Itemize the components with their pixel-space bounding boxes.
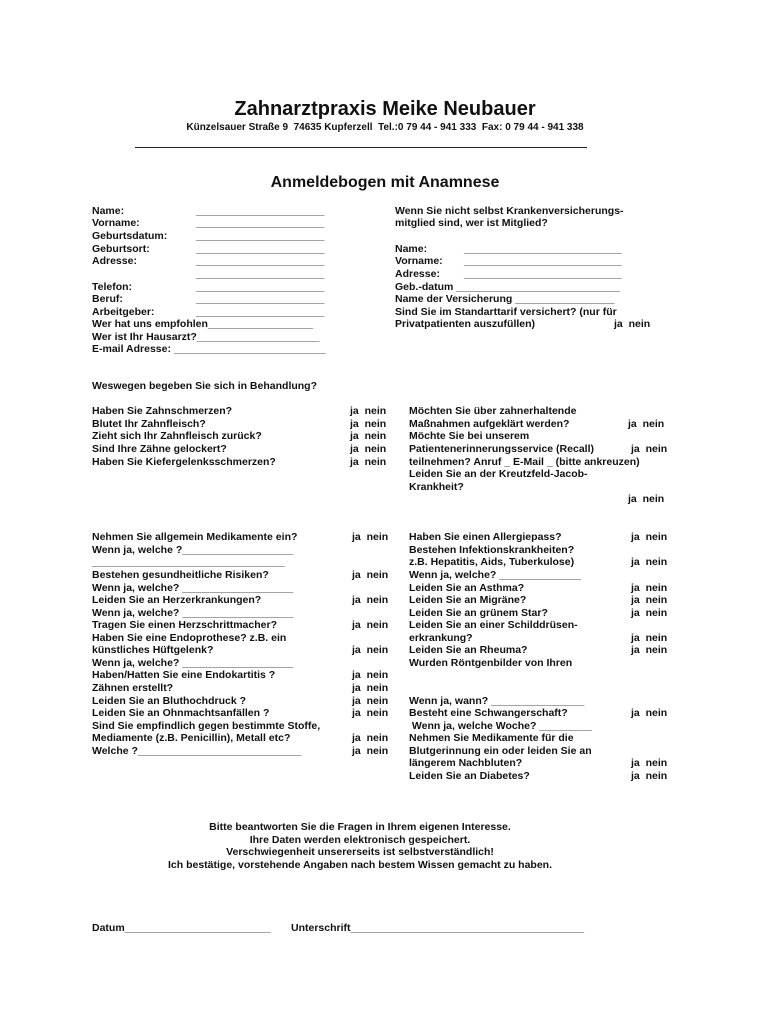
ja-nein-welche[interactable]: ja nein (352, 745, 389, 757)
ja-nein-zahnerhaltung[interactable]: ja nein (628, 418, 665, 430)
closing-line-3: Verschwiegenheit unsererseits ist selbstverständlich! (226, 846, 494, 858)
adresse-field-2[interactable]: ______________________ (196, 268, 325, 280)
ja-nein-asthma[interactable]: ja nein (631, 582, 668, 594)
closing-line-2: Ihre Daten werden elektronisch gespeichert. (249, 834, 471, 846)
q-schilddruese-1: Leiden Sie an einer Schilddrüsen- (409, 619, 578, 631)
q-endoprothese-1: Haben Sie eine Endoprothese? z.B. ein (92, 632, 287, 644)
label-empfohlen: Wer hat uns empfohlen__________________ (92, 318, 314, 330)
ja-nein-allergiepass[interactable]: ja nein (631, 531, 668, 543)
geburtsort-field[interactable]: ______________________ (196, 243, 325, 255)
adresse-field-1[interactable]: ______________________ (196, 255, 325, 267)
closing-line-1: Bitte beantworten Sie die Fragen in Ihrem eigenen Interesse. (209, 821, 511, 833)
label-telefon: Telefon: (92, 281, 133, 293)
ja-nein-zahnfleisch-rueckgang[interactable]: ja nein (350, 430, 387, 442)
insurance-intro-2: mitglied sind, wer ist Mitglied? (395, 217, 548, 229)
q-zahnfleisch-blutet: Blutet Ihr Zahnfleisch? (92, 418, 206, 430)
label-beruf: Beruf: (92, 293, 123, 305)
q-diabetes: Leiden Sie an Diabetes? (409, 770, 530, 782)
q-endoprothese-2: künstliches Hüftgelenk? (92, 644, 214, 656)
q-bluthochdruck: Leiden Sie an Bluthochdruck ? (92, 695, 247, 707)
q-schilddruese-2: erkrankung? (409, 632, 473, 644)
q-schwangerschaft: Besteht eine Schwangerschaft? (409, 707, 568, 719)
q-zahnschmerzen: Haben Sie Zahnschmerzen? (92, 405, 233, 417)
form-title: Anmeldebogen mit Anamnese (270, 174, 500, 191)
label-vorname: Vorname: (92, 217, 140, 229)
q-herz-welche: Wenn ja, welche? ___________________ (92, 607, 294, 619)
q-migraene: Leiden Sie an Migräne? (409, 594, 527, 606)
q-infektion-2: z.B. Hepatitis, Aids, Tuberkulose) (409, 556, 575, 568)
q-zahnfleisch-rueckgang: Zieht sich Ihr Zahnfleisch zurück? (92, 430, 262, 442)
ja-nein-blutgerinnung[interactable]: ja nein (631, 757, 668, 769)
ja-nein-diabetes[interactable]: ja nein (631, 770, 668, 782)
q-schwangerschaft-woche: Wenn ja, welche Woche? _________ (409, 720, 592, 732)
ins-label-adresse: Adresse: (395, 268, 440, 280)
insurance-intro-1: Wenn Sie nicht selbst Krankenversicherungs- (395, 205, 624, 217)
name-field[interactable]: ______________________ (196, 205, 325, 217)
q-medikamente-welche: Wenn ja, welche ?___________________ (92, 544, 294, 556)
q-infektion-1: Bestehen Infektionskrankheiten? (409, 544, 575, 556)
q-empfindlich-welche: Welche ?____________________________ (92, 745, 302, 757)
ja-nein-herzschrittmacher[interactable]: ja nein (352, 619, 389, 631)
q-asthma: Leiden Sie an Asthma? (409, 582, 525, 594)
ins-standard-2: Privatpatienten auszufüllen) (395, 318, 536, 330)
q-zahnerhaltung-2: Maßnahmen aufgeklärt werden? (409, 418, 570, 430)
ja-nein-infektion[interactable]: ja nein (631, 556, 668, 568)
ja-nein-zahnfleisch-blutet[interactable]: ja nein (350, 418, 387, 430)
q-endokartitis: Haben/Hatten Sie eine Endokartitis ? (92, 669, 276, 681)
ja-nein-endoprothese[interactable]: ja nein (352, 644, 389, 656)
ja-nein-migraene[interactable]: ja nein (631, 594, 668, 606)
q-blutgerinnung-3: längerem Nachbluten? (409, 757, 523, 769)
ja-nein-endokartitis[interactable]: ja nein (352, 669, 389, 681)
q-rheuma: Leiden Sie an Rheuma? (409, 644, 528, 656)
q-recall-3: teilnehmen? Anruf _ E-Mail _ (bitte ankreuzen) (409, 456, 640, 468)
q-kreutzfeld-2: Krankheit? (409, 481, 464, 493)
q-infektion-welche: Wenn ja, welche? ______________ (409, 569, 581, 581)
ins-label-name: Name: (395, 243, 428, 255)
ja-nein-schwangerschaft[interactable]: ja nein (631, 707, 668, 719)
q-empfindlich-1: Sind Sie empfindlich gegen bestimmte Stoffe, (92, 720, 321, 732)
ja-nein-zaehne-gelockert[interactable]: ja nein (350, 443, 387, 455)
ja-nein-kreutzfeld[interactable]: ja nein (628, 493, 665, 505)
q-kreutzfeld-1: Leiden Sie an der Kreutzfeld-Jacob- (409, 468, 588, 480)
ja-nein-herz[interactable]: ja nein (352, 594, 389, 606)
ja-nein-bluthochdruck[interactable]: ja nein (352, 695, 389, 707)
q-zaehne-erstellt: Zähnen erstellt? (92, 682, 174, 694)
ja-nein-recall[interactable]: ja nein (631, 443, 668, 455)
vorname-field[interactable]: ______________________ (196, 217, 325, 229)
ja-nein-schilddruese[interactable]: ja nein (631, 632, 668, 644)
telefon-field[interactable]: ______________________ (196, 281, 325, 293)
q-blutgerinnung-1: Nehmen Sie Medikamente für die (409, 732, 574, 744)
q-zahnerhaltung-1: Möchten Sie über zahnerhaltende (409, 405, 577, 417)
q-recall-1: Möchte Sie bei unserem (409, 430, 530, 442)
header-divider (135, 147, 587, 148)
ins-label-vorname: Vorname: (395, 255, 443, 267)
practice-address: Künzelsauer Straße 9 74635 Kupferzell Tel.:0 79 44 - 941 333 Fax: 0 79 44 - 941 338 (186, 122, 584, 133)
closing-line-4: Ich bestätige, vorstehende Angaben nach bestem Wissen gemacht zu haben. (167, 859, 553, 871)
label-arbeitgeber: Arbeitgeber: (92, 306, 155, 318)
q-herzerkrankungen: Leiden Sie an Herzerkrankungen? (92, 594, 262, 606)
ins-standard-ja-nein[interactable]: ja nein (614, 318, 651, 330)
ja-nein-medikamente[interactable]: ja nein (352, 531, 389, 543)
ja-nein-risiken[interactable]: ja nein (352, 569, 389, 581)
label-geburtsdatum: Geburtsdatum: (92, 230, 168, 242)
ins-vorname-field[interactable]: ___________________________ (464, 255, 622, 267)
q-gruener-star: Leiden Sie an grünem Star? (409, 607, 548, 619)
label-geburtsort: Geburtsort: (92, 243, 150, 255)
geburtsdatum-field[interactable]: ______________________ (196, 230, 325, 242)
ins-versicherung: Name der Versicherung _________________ (395, 293, 615, 305)
label-email: E-mail Adresse: __________________________ (92, 343, 326, 355)
ins-standard-1: Sind Sie im Standarttarif versichert? (nur für (395, 306, 617, 318)
q-roentgen: Wurden Röntgenbilder von Ihren (409, 657, 573, 669)
unterschrift-field[interactable]: Unterschrift________________________________________ (291, 922, 585, 934)
ja-nein-empfindlich[interactable]: ja nein (352, 732, 389, 744)
ins-adresse-field[interactable]: ___________________________ (464, 268, 622, 280)
label-hausarzt: Wer ist Ihr Hausarzt?_____________________ (92, 331, 320, 343)
ja-nein-ohnmacht[interactable]: ja nein (352, 707, 389, 719)
q-medikamente: Nehmen Sie allgemein Medikamente ein? (92, 531, 298, 543)
q-ohnmacht: Leiden Sie an Ohnmachtsanfällen ? (92, 707, 270, 719)
q-allergiepass: Haben Sie einen Allergiepass? (409, 531, 562, 543)
ja-nein-gruener-star[interactable]: ja nein (631, 607, 668, 619)
practice-title: Zahnarztpraxis Meike Neubauer (234, 98, 536, 120)
q-blutgerinnung-2: Blutgerinnung ein oder leiden Sie an (409, 745, 592, 757)
arbeitgeber-field[interactable]: ______________________ (196, 306, 325, 318)
q-endoprothese-welche: Wenn ja, welche? ___________________ (92, 657, 294, 669)
q-roentgen-wann: Wenn ja, wann? ________________ (409, 695, 585, 707)
q-kiefergelenk: Haben Sie Kiefergelenksschmerzen? (92, 456, 276, 468)
q-empfindlich-2: Mediamente (z.B. Penicillin), Metall etc? (92, 732, 291, 744)
q-recall-2: Patientenerinnerungsservice (Recall) (409, 443, 594, 455)
ins-name-field[interactable]: ___________________________ (464, 243, 622, 255)
ja-nein-kiefergelenk[interactable]: ja nein (350, 456, 387, 468)
datum-field[interactable]: Datum_________________________ (92, 922, 271, 934)
q-herzschrittmacher: Tragen Sie einen Herzschrittmacher? (92, 619, 277, 631)
q-risiken: Bestehen gesundheitliche Risiken? (92, 569, 269, 581)
q-medikamente-welche-line: _________________________________ (92, 556, 285, 568)
reason-question: Weswegen begeben Sie sich in Behandlung? (92, 380, 318, 392)
ja-nein-zahnschmerzen[interactable]: ja nein (350, 405, 387, 417)
ja-nein-rheuma[interactable]: ja nein (631, 644, 668, 656)
label-adresse: Adresse: (92, 255, 137, 267)
q-zaehne-gelockert: Sind Ihre Zähne gelockert? (92, 443, 227, 455)
ins-gebdatum: Geb.-datum ____________________________ (395, 281, 620, 293)
label-name: Name: (92, 205, 125, 217)
beruf-field[interactable]: ______________________ (196, 293, 325, 305)
q-risiken-welche: Wenn ja, welche? ___________________ (92, 582, 294, 594)
ja-nein-zaehne-erstellt[interactable]: ja nein (352, 682, 389, 694)
